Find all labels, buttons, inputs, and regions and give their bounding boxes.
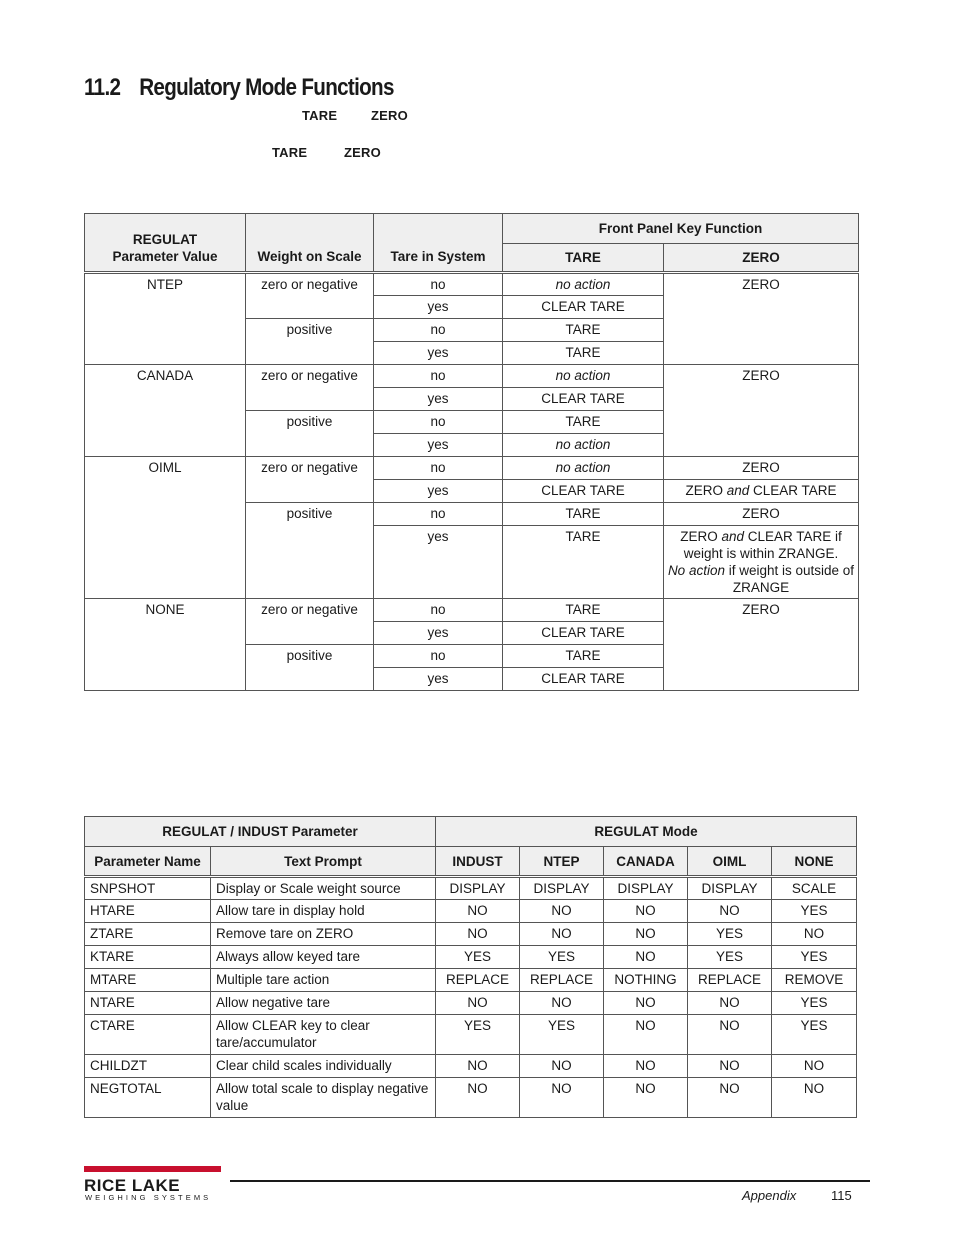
mode-value-cell: NO [772, 923, 857, 946]
table-row [85, 969, 857, 992]
zero-function-cell: ZERO [664, 503, 859, 526]
weight-cell: positive [246, 411, 374, 457]
logo-brand: RICE LAKE [84, 1176, 181, 1195]
text-prompt-cell: Display or Scale weight source [211, 877, 436, 900]
parameter-name-cell: MTARE [85, 969, 211, 992]
tare-in-system-cell: no [374, 599, 503, 622]
mode-value-cell: NO [688, 1015, 772, 1055]
mode-value-cell: DISPLAY [604, 877, 688, 900]
mode-value-cell: NO [520, 992, 604, 1015]
keyword-tare-1: TARE [302, 108, 338, 123]
mode-value-cell: DISPLAY [520, 877, 604, 900]
mode-value-cell: YES [772, 1015, 857, 1055]
mode-value-cell: YES [520, 1015, 604, 1055]
tare-in-system-cell: yes [374, 480, 503, 503]
weight-cell: zero or negative [246, 365, 374, 411]
header-mode-indust: INDUST [436, 847, 520, 877]
parameter-name-cell: NTARE [85, 992, 211, 1015]
tare-in-system-cell: no [374, 319, 503, 342]
mode-value-cell: REMOVE [772, 969, 857, 992]
mode-value-cell: NO [520, 923, 604, 946]
mode-value-cell: YES [688, 923, 772, 946]
tare-function-cell: CLEAR TARE [503, 296, 664, 319]
mode-value-cell: DISPLAY [688, 877, 772, 900]
mode-value-cell: NO [688, 900, 772, 923]
mode-value-cell: YES [688, 946, 772, 969]
mode-value-cell: YES [436, 946, 520, 969]
header-mode-oiml: OIML [688, 847, 772, 877]
weight-cell: positive [246, 645, 374, 691]
zero-function-cell: ZERO [664, 599, 859, 691]
front-panel-key-table [84, 213, 859, 691]
param-value-cell: NONE [85, 599, 246, 691]
weight-cell: positive [246, 503, 374, 599]
mode-value-cell: DISPLAY [436, 877, 520, 900]
mode-value-cell: YES [520, 946, 604, 969]
header-tare: TARE [503, 244, 664, 273]
table-row [85, 992, 857, 1015]
tare-function-cell: CLEAR TARE [503, 622, 664, 645]
mode-value-cell: YES [772, 992, 857, 1015]
text-prompt-cell: Allow CLEAR key to clear tare/accumulator [211, 1015, 436, 1055]
table-row [85, 946, 857, 969]
weight-cell: zero or negative [246, 457, 374, 503]
section-title: Regulatory Mode Functions [139, 74, 394, 101]
tare-function-cell: CLEAR TARE [503, 668, 664, 691]
mode-value-cell: YES [772, 946, 857, 969]
param-value-cell: NTEP [85, 273, 246, 365]
mode-value-cell: NO [604, 946, 688, 969]
mode-value-cell: NO [436, 992, 520, 1015]
tare-in-system-cell: yes [374, 296, 503, 319]
tare-in-system-cell: yes [374, 388, 503, 411]
header-param-group: REGULAT / INDUST Parameter [85, 817, 436, 847]
tare-function-cell: TARE [503, 526, 664, 599]
header-regulat: REGULAT [132, 232, 198, 247]
mode-value-cell: NO [604, 923, 688, 946]
mode-value-cell: REPLACE [520, 969, 604, 992]
tare-in-system-cell: yes [374, 622, 503, 645]
keyword-tare-2: TARE [272, 145, 308, 160]
mode-value-cell: NO [604, 1015, 688, 1055]
section-number: 11.2 [84, 74, 121, 101]
weight-cell: zero or negative [246, 273, 374, 319]
text-prompt-cell: Allow tare in display hold [211, 900, 436, 923]
footer-rule [230, 1180, 870, 1182]
tare-function-cell: TARE [503, 319, 664, 342]
keyword-zero-2: ZERO [344, 145, 381, 160]
parameter-name-cell: KTARE [85, 946, 211, 969]
mode-value-cell: REPLACE [436, 969, 520, 992]
text-prompt-cell: Always allow keyed tare [211, 946, 436, 969]
tare-function-cell: no action [503, 365, 664, 388]
mode-value-cell: NO [688, 1078, 772, 1118]
header-regulat-param [85, 214, 246, 273]
mode-value-cell: NO [436, 1078, 520, 1118]
keyword-zero-1: ZERO [371, 108, 408, 123]
table-row [85, 900, 857, 923]
tare-in-system-cell: no [374, 365, 503, 388]
mode-value-cell: NO [688, 992, 772, 1015]
page-number: 115 [831, 1188, 852, 1203]
header-param-value: Parameter Value [112, 249, 218, 264]
text-prompt-cell: Remove tare on ZERO [211, 923, 436, 946]
tare-function-cell: TARE [503, 342, 664, 365]
mode-value-cell: NO [520, 1078, 604, 1118]
zero-function-cell: ZERO [664, 365, 859, 457]
header-mode-ntep: NTEP [520, 847, 604, 877]
table-row [85, 1078, 857, 1118]
table-row [85, 923, 857, 946]
tare-function-cell: TARE [503, 645, 664, 668]
param-value-cell: CANADA [85, 365, 246, 457]
table-row [85, 1015, 857, 1055]
tare-function-cell: TARE [503, 599, 664, 622]
section-heading [84, 74, 394, 102]
mode-value-cell: SCALE [772, 877, 857, 900]
mode-value-cell: NO [436, 923, 520, 946]
logo-subtitle: WEIGHING SYSTEMS [85, 1193, 212, 1202]
mode-value-cell: NO [604, 900, 688, 923]
tare-in-system-cell: yes [374, 342, 503, 365]
parameter-name-cell: CTARE [85, 1015, 211, 1055]
header-mode-canada: CANADA [604, 847, 688, 877]
rice-lake-logo [84, 1166, 221, 1200]
header-mode-group: REGULAT Mode [436, 817, 857, 847]
table-row [85, 877, 857, 900]
header-weight-on-scale: Weight on Scale [246, 214, 374, 273]
mode-value-cell: NO [520, 1055, 604, 1078]
zero-function-cell: ZERO [664, 457, 859, 480]
tare-in-system-cell: no [374, 273, 503, 296]
mode-value-cell: NO [436, 1055, 520, 1078]
tare-function-cell: no action [503, 434, 664, 457]
mode-value-cell: NO [772, 1078, 857, 1118]
tare-function-cell: no action [503, 273, 664, 296]
text-prompt-cell: Allow total scale to display negative value [211, 1078, 436, 1118]
header-tare-in-system: Tare in System [374, 214, 503, 273]
text-prompt-cell: Multiple tare action [211, 969, 436, 992]
zero-function-cell: ZERO [664, 273, 859, 365]
parameter-name-cell: HTARE [85, 900, 211, 923]
header-mode-none: NONE [772, 847, 857, 877]
footer-section: Appendix [742, 1188, 797, 1203]
mode-value-cell: NO [604, 1055, 688, 1078]
tare-in-system-cell: no [374, 457, 503, 480]
mode-value-cell: NO [436, 900, 520, 923]
param-value-cell: OIML [85, 457, 246, 599]
tare-in-system-cell: no [374, 411, 503, 434]
header-front-panel-key-function: Front Panel Key Function [503, 214, 859, 244]
mode-value-cell: REPLACE [688, 969, 772, 992]
table-row [85, 1055, 857, 1078]
parameter-name-cell: CHILDZT [85, 1055, 211, 1078]
mode-value-cell: YES [436, 1015, 520, 1055]
zero-function-cell: ZERO and CLEAR TARE if weight is within ZRANGE. No action if weight is outside of ZRANGE [664, 526, 859, 599]
mode-value-cell: NO [520, 900, 604, 923]
header-zero: ZERO [664, 244, 859, 273]
mode-value-cell: NO [772, 1055, 857, 1078]
parameter-name-cell: ZTARE [85, 923, 211, 946]
mode-value-cell: NO [688, 1055, 772, 1078]
parameter-name-cell: SNPSHOT [85, 877, 211, 900]
tare-function-cell: TARE [503, 503, 664, 526]
tare-in-system-cell: yes [374, 668, 503, 691]
text-prompt-cell: Clear child scales individually [211, 1055, 436, 1078]
tare-function-cell: TARE [503, 411, 664, 434]
tare-in-system-cell: no [374, 503, 503, 526]
header-text-prompt: Text Prompt [211, 847, 436, 877]
tare-function-cell: no action [503, 457, 664, 480]
mode-value-cell: NOTHING [604, 969, 688, 992]
logo-red-bar [84, 1166, 221, 1172]
weight-cell: positive [246, 319, 374, 365]
zero-function-cell: ZERO and CLEAR TARE [664, 480, 859, 503]
tare-in-system-cell: yes [374, 434, 503, 457]
text-prompt-cell: Allow negative tare [211, 992, 436, 1015]
regulat-mode-parameter-table [84, 816, 857, 1118]
mode-value-cell: NO [604, 992, 688, 1015]
tare-function-cell: CLEAR TARE [503, 388, 664, 411]
mode-value-cell: NO [604, 1078, 688, 1118]
parameter-name-cell: NEGTOTAL [85, 1078, 211, 1118]
mode-value-cell: YES [772, 900, 857, 923]
tare-function-cell: CLEAR TARE [503, 480, 664, 503]
header-parameter-name: Parameter Name [85, 847, 211, 877]
tare-in-system-cell: yes [374, 526, 503, 599]
tare-in-system-cell: no [374, 645, 503, 668]
weight-cell: zero or negative [246, 599, 374, 645]
